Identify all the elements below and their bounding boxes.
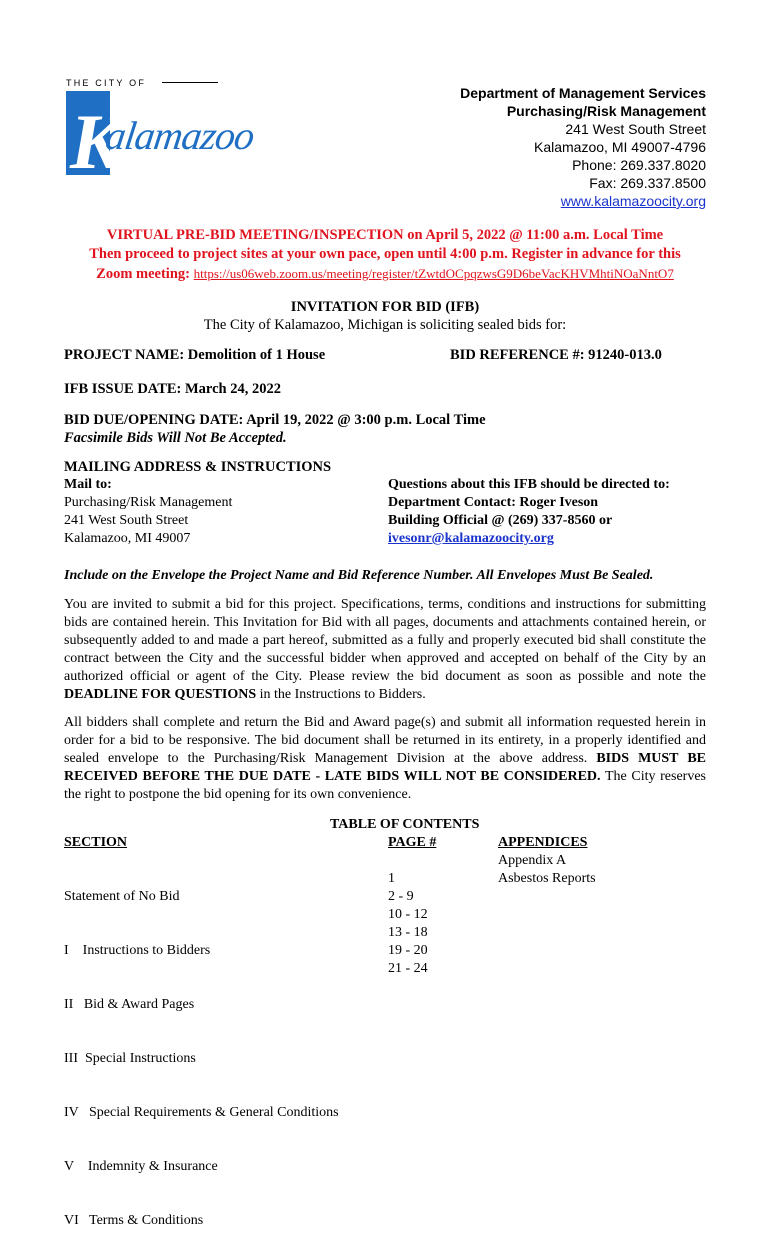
toc-row-page: 10 - 12 [388, 907, 428, 922]
late-bids-warning: BIDS MUST BE RECEIVED BEFORE THE DUE DATE - LATE BIDS WILL NOT BE CONSIDERED. [64, 751, 706, 784]
toc-row-section: III Special Instructions [64, 1051, 196, 1066]
toc-title: TABLE OF CONTENTS [330, 817, 480, 832]
meeting-line-2: Then proceed to project sites at your own pace, open until 4:00 p.m. Register in advance for this [89, 246, 681, 262]
toc-row-page: 2 - 9 [388, 889, 414, 904]
street-address: 241 West South Street [565, 121, 706, 137]
website-link[interactable]: www.kalamazoocity.org [560, 193, 706, 209]
department-name: Department of Management Services [460, 85, 706, 101]
contact-email-link[interactable]: ivesonr@kalamazoocity.org [388, 531, 554, 546]
logo-k-letter: K [70, 98, 123, 185]
intro-text: You are invited to submit a bid for this project. Specifications, terms, conditions and instructions for submitting bids are contained herein. This Invitation for Bid with all pages, documents and attachments contained herein, or subsequently added to and made a part hereof, submitted as a fully and properly executed bid shall constitute the contract between the City and the successful bidder when approved and accepted on behalf of the City by an authorized official or agent of the City. Please review the bid document as soon as possible and note the [64, 597, 706, 684]
zoom-registration-link[interactable]: https://us06web.zoom.us/meeting/register/tZwtdOCpqzwsG9D6beVacKHVMhtiNOaNntO7 [193, 266, 674, 281]
ifb-subtitle: The City of Kalamazoo, Michigan is soliciting sealed bids for: [203, 317, 567, 333]
mail-line-1: Purchasing/Risk Management [64, 495, 233, 510]
meeting-line-3 [64, 264, 706, 284]
questions-label: Questions about this IFB should be directed to: [388, 477, 670, 492]
logo-wordmark: alamazoo [102, 113, 257, 158]
toc-row-page: 13 - 18 [388, 925, 428, 940]
toc-row-page: 1 [388, 871, 395, 886]
toc-row-page: 19 - 20 [388, 943, 428, 958]
contact-info [388, 476, 670, 548]
toc-pages [388, 852, 428, 978]
submission-paragraph [64, 714, 706, 804]
mailing-heading: MAILING ADDRESS & INSTRUCTIONS [64, 459, 332, 475]
toc-appendix-header: APPENDICES [498, 835, 588, 850]
mail-line-2: 241 West South Street [64, 513, 189, 528]
envelope-note: Include on the Envelope the Project Name and Bid Reference Number. All Envelopes Must Be Sealed. [64, 568, 654, 583]
deadline-emphasis: DEADLINE FOR QUESTIONS [64, 687, 257, 702]
zoom-label: Zoom meeting: [96, 266, 194, 282]
logo-k-block [66, 91, 123, 185]
city-logo [66, 78, 257, 185]
appendix-item: Appendix A [498, 853, 567, 868]
intro-tail: in the Instructions to Bidders. [256, 687, 426, 702]
meeting-line-1: VIRTUAL PRE-BID MEETING/INSPECTION on April 5, 2022 @ 11:00 a.m. Local Time [106, 227, 664, 243]
toc-row-section: II Bid & Award Pages [64, 997, 195, 1012]
division-name: Purchasing/Risk Management [506, 103, 706, 119]
submission-tail: The City reserves the right to postpone the bid opening for its own convenience. [64, 769, 707, 802]
toc-row-section: V Indemnity & Insurance [64, 1159, 218, 1174]
no-fax-notice: Facsimile Bids Will Not Be Accepted. [64, 430, 287, 446]
submission-text: All bidders shall complete and return the Bid and Award page(s) and submit all information requested herein in order for a bid to be responsive. The bid document shall be returned in its entirety, in a properly identified and sealed envelope to the Purchasing/Risk Management Division at the above address. [64, 715, 706, 766]
toc-page-header: PAGE # [388, 835, 437, 850]
toc-section-header: SECTION [64, 835, 128, 850]
city-state-zip: Kalamazoo, MI 49007-4796 [534, 139, 706, 155]
department-contact: Department Contact: Roger Iveson [388, 495, 599, 510]
mail-to-label: Mail to: [64, 477, 112, 492]
ifb-title: INVITATION FOR BID (IFB) [290, 299, 480, 315]
logo-rule [162, 82, 218, 83]
issue-date: IFB ISSUE DATE: March 24, 2022 [64, 381, 281, 397]
toc-row-section: Statement of No Bid [64, 889, 180, 904]
toc-row-page [388, 852, 428, 870]
toc-appendices [498, 852, 596, 888]
building-official: Building Official @ (269) 337-8560 or [388, 513, 613, 528]
toc-row-section: I Instructions to Bidders [64, 943, 211, 958]
phone-number: Phone: 269.337.8020 [572, 157, 706, 173]
toc-sections [64, 852, 339, 1248]
toc-row-page: 21 - 24 [388, 961, 428, 976]
logo-top-text: THE CITY OF [66, 78, 147, 88]
project-name: PROJECT NAME: Demolition of 1 House [64, 347, 326, 363]
toc-row-section: VI Terms & Conditions [64, 1213, 204, 1228]
toc-row-section: IV Special Requirements & General Conditions [64, 1105, 339, 1120]
due-date: BID DUE/OPENING DATE: April 19, 2022 @ 3:00 p.m. Local Time [64, 412, 486, 428]
intro-paragraph [64, 596, 706, 704]
mail-line-3: Kalamazoo, MI 49007 [64, 531, 191, 546]
department-address [460, 84, 706, 210]
bid-reference: BID REFERENCE #: 91240-013.0 [450, 347, 662, 363]
appendix-item: Asbestos Reports [498, 871, 596, 886]
meeting-notice [64, 226, 706, 284]
fax-number: Fax: 269.337.8500 [589, 175, 706, 191]
mailing-address [64, 458, 331, 548]
